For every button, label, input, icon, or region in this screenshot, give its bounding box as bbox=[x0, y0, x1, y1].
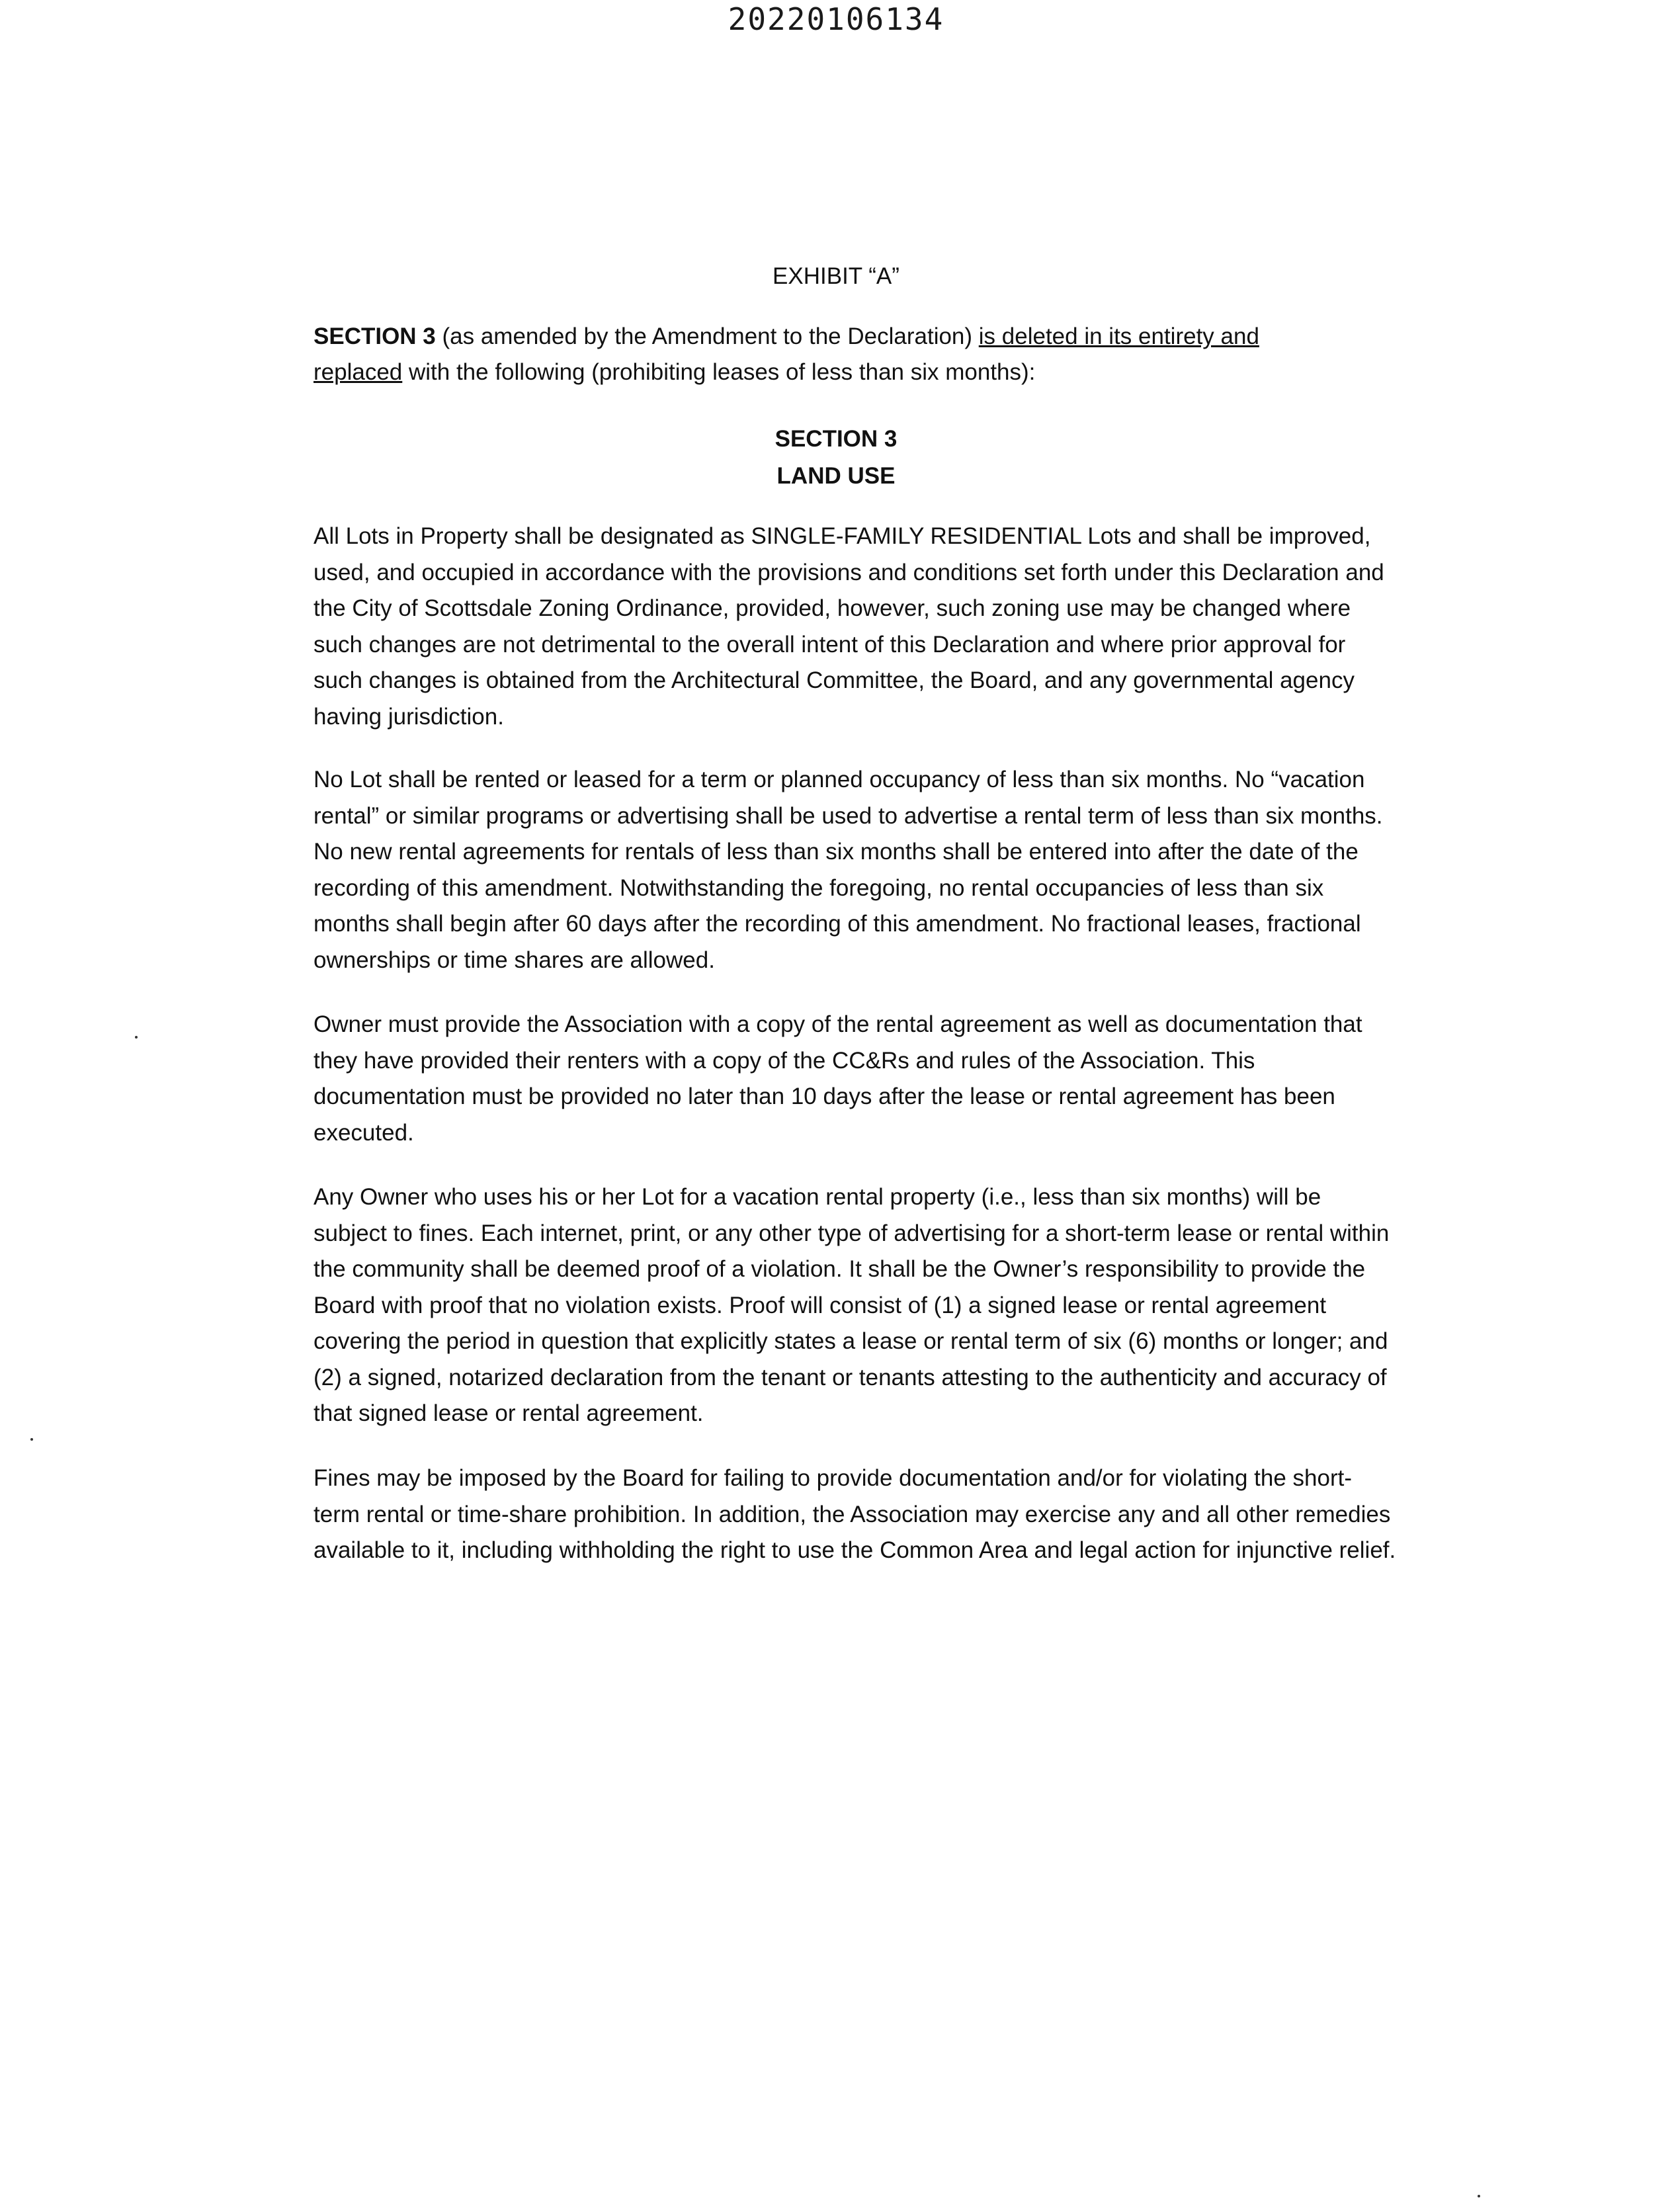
intro-underlined-text: is deleted in its entirety and replaced bbox=[314, 323, 1259, 385]
intro-text-before: (as amended by the Amendment to the Declaration) bbox=[435, 323, 979, 349]
section-title: LAND USE bbox=[776, 463, 896, 489]
exhibit-title: EXHIBIT “A” bbox=[773, 263, 899, 289]
scan-speck bbox=[30, 1438, 33, 1441]
document-number: 20220106134 bbox=[728, 1, 944, 37]
section-heading bbox=[0, 421, 1672, 495]
paragraph-vacation-rental-fines: Any Owner who uses his or her Lot for a vacation rental property (i.e., less than six months) will be subject to fines. Each internet, print, or any other type of advertising for a short-term lease or rental within the community shall be deemed proof of a violation. It shall be the Owner’s responsibility to provide the Board with proof that no violation exists. Proof will consist of (1) a signed lease or rental agreement covering the period in question that explicitly states a lease or rental term of six (6) months or longer; and (2) a signed, notarized declaration from the tenant or tenants attesting to the authenticity and accuracy of that signed lease or rental agreement. bbox=[314, 1184, 1390, 1426]
section-number: SECTION 3 bbox=[774, 426, 898, 452]
scan-speck bbox=[135, 1036, 138, 1039]
paragraph-rental-term-restriction: No Lot shall be rented or leased for a term or planned occupancy of less than six months. No “vacation rental” or similar programs or advertising shall be used to advertise a rental term of less than six months. No new rental agreements for rentals of less than six months shall be entered into after the date of the recording of this amendment. Notwithstanding the foregoing, no rental occupancies of less than six months shall begin after 60 days after the recording of this amendment. No fractional leases, fractional ownerships or time shares are allowed. bbox=[314, 767, 1383, 973]
paragraph-land-designation: All Lots in Property shall be designated as SINGLE-FAMILY RESIDENTIAL Lots and shall be improved, used, and occupied in accordance with the provisions and conditions set forth under this Declaration and the City of Scottsdale Zoning Ordinance, provided, however, such zoning use may be changed where such changes are not detrimental to the overall intent of this Declaration and where prior approval for such changes is obtained from the Architectural Committee, the Board, and any governmental agency having jurisdiction. bbox=[314, 523, 1384, 730]
intro-text-after: with the following (prohibiting leases of less than six months): bbox=[402, 359, 1036, 385]
scan-speck bbox=[1478, 2195, 1480, 2197]
intro-section-label: SECTION 3 bbox=[314, 323, 436, 349]
paragraph-rental-documentation: Owner must provide the Association with a copy of the rental agreement as well as documentation that they have provided their renters with a copy of the CC&Rs and rules of the Association. This documentation must be provided no later than 10 days after the lease or rental agreement has been executed. bbox=[314, 1011, 1362, 1146]
paragraph-fines-and-remedies: Fines may be imposed by the Board for failing to provide documentation and/or for violating the short-term rental or time-share prohibition. In addition, the Association may exercise any and all other remedies available to it, including withholding the right to use the Common Area and legal action for injunctive relief. bbox=[314, 1465, 1396, 1563]
intro-statement bbox=[314, 319, 1345, 390]
